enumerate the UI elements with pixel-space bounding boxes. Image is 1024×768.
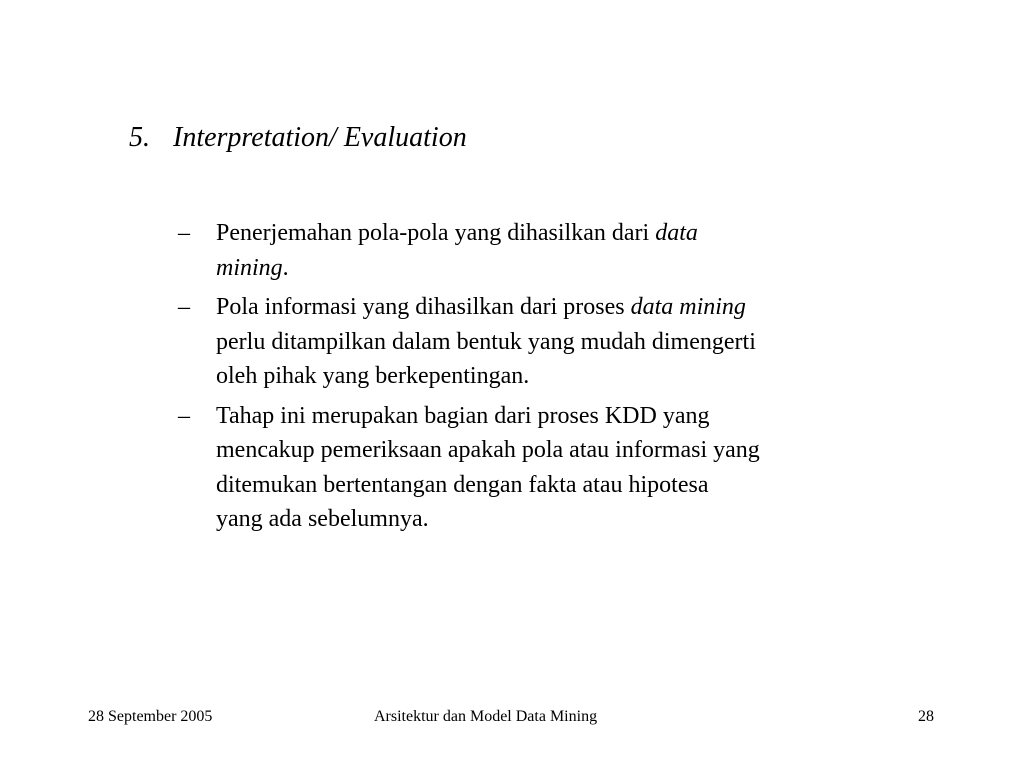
bullet-line	[216, 290, 878, 325]
bullet-text-italic: data mining	[630, 294, 746, 320]
heading-text: Interpretation/ Evaluation	[173, 122, 467, 153]
bullet-text: mencakup pemeriksaan apakah pola atau informasi yang	[216, 437, 760, 463]
bullet-line	[216, 468, 878, 503]
bullet-line	[216, 216, 878, 251]
bullet-dash: –	[178, 402, 190, 429]
bullet-line	[216, 251, 878, 286]
bullet-text: yang ada sebelumnya.	[216, 506, 429, 532]
bullet-text: perlu ditampilkan dalam bentuk yang mudah dimengerti	[216, 328, 756, 355]
bullet-text: Tahap ini merupakan bagian dari proses KDD yang	[216, 402, 710, 429]
bullet-line	[216, 502, 878, 537]
bullet-line	[216, 359, 878, 394]
bullet-text: Pola informasi yang dihasilkan dari proses	[216, 294, 631, 320]
bullet-line	[216, 325, 878, 360]
slide-heading	[129, 120, 467, 156]
bullet-item	[178, 399, 878, 537]
bullet-dash: –	[178, 220, 190, 246]
bullet-text-italic: mining	[216, 254, 283, 281]
bullet-line	[216, 433, 878, 468]
bullet-dash: –	[178, 294, 190, 320]
footer-title: Arsitektur dan Model Data Mining	[374, 708, 598, 725]
bullet-text: .	[282, 254, 289, 281]
bullet-list	[178, 216, 878, 542]
bullet-line	[216, 399, 878, 434]
footer-date: 28 September 2005	[88, 708, 213, 725]
bullet-text: oleh pihak yang berkepentingan.	[216, 363, 530, 389]
footer-page-number: 28	[918, 708, 934, 725]
bullet-text-italic: data	[655, 220, 698, 246]
bullet-item	[178, 290, 878, 394]
bullet-text: Penerjemahan pola-pola yang dihasilkan dari	[216, 220, 656, 246]
bullet-item	[178, 216, 878, 285]
heading-number: 5.	[129, 122, 150, 153]
bullet-text: ditemukan bertentangan dengan fakta atau hipotesa	[216, 471, 709, 498]
